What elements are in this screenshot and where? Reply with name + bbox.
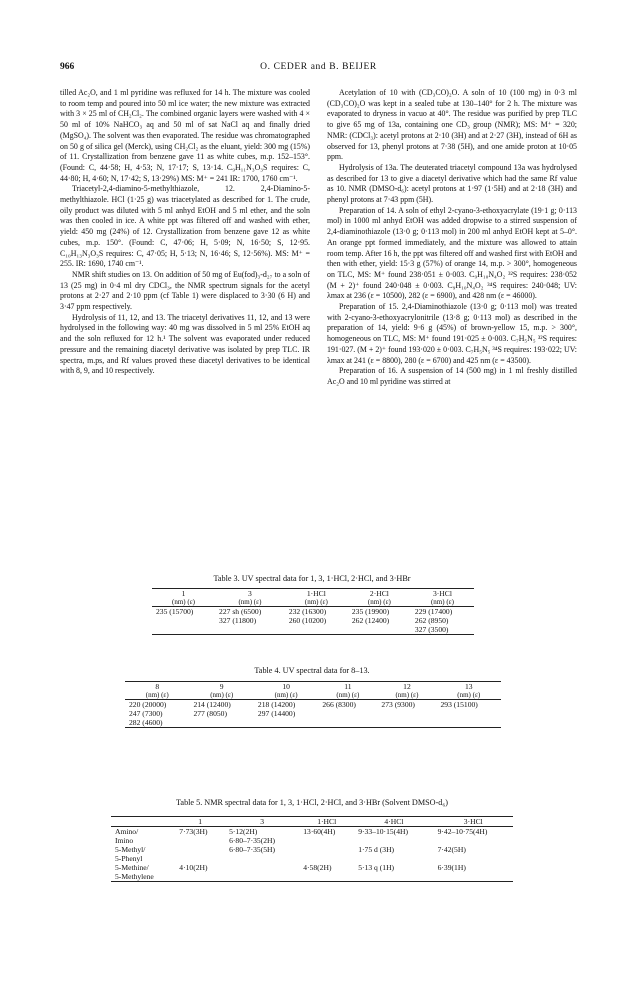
row-label: 5-Methylene	[115, 872, 154, 881]
table-cell: 266 (8300)	[322, 700, 356, 709]
table-cell	[299, 872, 354, 882]
table-cell: 297 (14400)	[257, 709, 296, 718]
paragraph: Acetylation of 10 with (CD₃CO)₂O. A soln of 10 (100 mg) in 0·3 ml (CD₃CO)₂O was kept in a sealed tube at 130–140° for 2 h. The mixture was evaporated to dryness in vacuo at 40°. The residue was purified by prep TLC to give 65 mg of 13a, containing one CD₃ group (NMR); MS: M⁺ = 320; NMR: (CDCl₃): acetyl protons at 2·10 (3H) and at 2·27 (3H), instead of 6H as observed for 13, phenyl protons at 7·38 (5H), and one amide proton at 10·05 ppm.	[327, 88, 577, 162]
table-row	[111, 872, 513, 882]
table-cell: 6·80–7·35(2H)	[229, 836, 276, 845]
table-unit: (nm) (ε)	[145, 691, 169, 699]
table-cell: 4·10(2H)	[179, 863, 208, 872]
table-unit: (nm) (ε)	[210, 691, 234, 699]
table-header: 3	[248, 589, 252, 598]
table-cell	[152, 616, 215, 625]
table-unit: (nm) (ε)	[395, 691, 419, 699]
table-row	[125, 718, 501, 728]
table-cell	[377, 718, 436, 728]
table-row	[125, 700, 501, 710]
table-header: 4·HCl	[384, 817, 404, 826]
table-row	[125, 709, 501, 718]
table-cell	[215, 625, 285, 635]
right-column	[327, 88, 577, 388]
table-cell: 7·73(3H)	[179, 827, 208, 836]
table-header	[111, 817, 175, 827]
table-header: 12	[403, 682, 411, 691]
running-header	[60, 62, 577, 78]
table-cell: 327 (11800)	[219, 616, 257, 625]
page-number: 966	[60, 62, 75, 72]
table-cell: 247 (7300)	[129, 709, 163, 718]
table-cell	[285, 625, 348, 635]
table-header: 13	[464, 682, 473, 691]
table-row	[152, 616, 474, 625]
row-label: 5-Phenyl	[115, 854, 143, 863]
table-unit: (nm) (ε)	[172, 598, 195, 606]
row-label: Amino/	[115, 827, 139, 836]
table-cell	[318, 709, 377, 718]
table-cell: 235 (15700)	[156, 607, 194, 616]
table-cell	[348, 625, 411, 635]
table-cell: 262 (12400)	[351, 616, 390, 625]
table-cell	[225, 872, 299, 882]
table-cell	[299, 836, 354, 845]
left-column	[60, 88, 310, 377]
table-unit: (nm) (ε)	[238, 598, 262, 606]
table-cell: 7·42(5H)	[437, 845, 466, 854]
table-cell: 5·12(2H)	[229, 827, 258, 836]
table-header: 1	[198, 817, 203, 826]
paragraph: tilled Ac₂O, and 1 ml pyridine was refluxed for 14 h. The mixture was cooled to room temp and poured into 50 ml ice water; the new mixture was extracted with 3 × 25 ml of CH₂Cl₂. The combined organic layers were washed with 4 × 50 ml of 10% NaHCO₃ aq and 50 ml of sat NaCl aq and finally dried (MgSO₄). The solvent was then evaporated. The residue was chromatographed on 50 g of silica gel (Merck), using CH₂Cl₂ as the eluant, yield: 300 mg (15%) of 11. Crystallization from benzene gave 11 as white cubes, m.p. 152–153°. (Found: C, 44·58; H, 4·53; N, 17·17; S, 13·14. C₉H₁₁N₃O₃S requires: C, 44·80; H, 4·60; N, 17·42; S, 13·29%) MS: M⁺ = 241 IR: 1700, 1760 cm⁻¹.	[60, 88, 310, 183]
table-cell	[175, 836, 225, 845]
table-header: 1·HCl	[306, 589, 326, 598]
table-unit: (nm) (ε)	[304, 598, 328, 606]
table-cell: 232 (16300)	[288, 607, 327, 616]
table-cell: 214 (12400)	[193, 700, 231, 709]
table4-caption: Table 4. UV spectral data for 8–13.	[254, 666, 370, 675]
paragraph: Hydrolysis of 11, 12, and 13. The triacetyl derivatives 11, 12, and 13 were hydrolysed in the following way: 40 mg was dissolved in 5 ml 25% EtOH aq and the soln refluxed for 12 h.¹ The solvent was evaporated under reduced pressure and the remaining diacetyl derivative was isolated by prep TLC. IR spectra, m.ps, and Rf values proved these diacetyl derivatives to be identical with 8, 9, and 10 respectively.	[60, 312, 310, 376]
table-row	[111, 863, 513, 872]
table-cell	[225, 854, 299, 863]
paragraph: Preparation of 15. 2,4-Diaminothiazole (13·0 g; 0·113 mol) was treated with 2-cyano-3-ethoxyacrylonitrile (13·8 g; 0·113 mol) as described in the preparation of 14, yield: 9·6 g (45%) of brown-yellow 15, m.p. > 300°, homogeneous on TLC, MS: M⁺ found 191·025 ± 0·003. C₇H₅N₅ ³²S requires: 191·027. (M + 2)⁺ found 193·020 ± 0·003. C₇H₅N₅ ³⁴S requires: 193·022; UV: λmax at 241 (ε = 8800), 280 (ε = 6700) and 425 nm (ε = 43500).	[327, 302, 577, 365]
table-cell: 273 (9300)	[381, 700, 415, 709]
table-cell: 262 (8950)	[414, 616, 449, 625]
table-header: 3	[260, 817, 265, 826]
table-cell: 9·42–10·75(4H)	[437, 827, 488, 836]
table-cell	[434, 854, 513, 863]
table-cell	[354, 854, 433, 863]
table-cell: 282 (4600)	[129, 718, 163, 727]
table-cell	[175, 854, 225, 863]
table5	[111, 816, 513, 882]
paragraph: Preparation of 14. A soln of ethyl 2-cyano-3-ethoxyacrylate (19·1 g; 0·113 mol) in 1000 ml anhyd EtOH was added dropwise to a stirred suspension of 2,4-diaminothiazole (13·0 g; 0·113 mol) in 200 ml anhyd EtOH kept at 5–0°. An orange ppt formed immediately, and the mixture was allowed to attain room temp. After 16 h, the ppt was filtered off and washed first with EtOH and then with ether, yield: 15·3 g (57%) of orange 14, m.p. > 300°, homogeneous on TLC, MS: M⁺ found 238·051 ± 0·003. C₉H₁₀N₄O₂ ³²S requires: 238·052 (M + 2)⁺ found 240·048 ± 0·003. C₉H₁₀N₄O₂ ³⁴S requires: 240·048; UV: λmax at 236 (ε = 10500), 282 (ε = 6900), and 428 nm (ε = 46000).	[327, 205, 577, 301]
table-unit: (nm) (ε)	[367, 598, 391, 606]
table-cell: 227 sh (6500)	[219, 607, 262, 616]
table-cell	[434, 836, 513, 845]
table-header: 1	[181, 589, 186, 598]
table4	[125, 681, 501, 728]
table-cell	[175, 872, 225, 882]
table-cell: 260 (10200)	[288, 616, 327, 625]
table-cell: 4·58(2H)	[303, 863, 332, 872]
table-cell: 1·75 d (3H)	[358, 845, 395, 854]
table-row	[152, 607, 474, 617]
table-cell: 13·60(4H)	[303, 827, 336, 836]
table-header: 10	[282, 682, 290, 691]
table-cell: 9·33–10·15(4H)	[358, 827, 409, 836]
table-cell: 277 (8050)	[193, 709, 227, 718]
row-label: 5-Methine/	[115, 863, 149, 872]
table-cell	[152, 625, 215, 635]
table-header: 2·HCl	[369, 589, 389, 598]
table-cell	[318, 718, 377, 728]
table-unit: (nm) (ε)	[457, 691, 481, 699]
table3	[152, 588, 474, 635]
table-row	[152, 625, 474, 635]
row-label: 5-Methyl/	[115, 845, 146, 854]
table-cell	[189, 718, 253, 728]
table-cell	[436, 718, 501, 728]
table-cell	[254, 718, 318, 728]
table-header: 9	[219, 682, 224, 691]
table-header: 1·HCl	[317, 817, 337, 826]
table-cell	[434, 872, 513, 882]
running-authors: O. CEDER and B. BEIJER	[260, 62, 377, 72]
table-cell: 229 (17400)	[414, 607, 453, 616]
table-cell: 293 (15100)	[440, 700, 478, 709]
table-unit: (nm) (ε)	[430, 598, 454, 606]
table-cell: 5·13 q (1H)	[358, 863, 395, 872]
table-cell	[225, 863, 299, 872]
table-cell	[299, 845, 354, 854]
table-unit: (nm) (ε)	[336, 691, 360, 699]
table-cell	[354, 872, 433, 882]
table3-caption: Table 3. UV spectral data for 1, 3, 1·HCl, 2·HCl, and 3·HBr	[213, 574, 411, 583]
table-header: 11	[344, 682, 352, 691]
table-unit: (nm) (ε)	[274, 691, 298, 699]
table-row	[111, 827, 513, 837]
table-cell: 218 (14200)	[257, 700, 296, 709]
table-cell: 235 (19900)	[351, 607, 390, 616]
table-row	[111, 854, 513, 863]
paragraph: Triacetyl-2,4-diamino-5-methylthiazole, 12. 2,4-Diamino-5-methylthiazole. HCl (1·25 g) was triacetylated as described for 1. The crude, oily product was diluted with 5 ml anhyd EtOH and 5 ml ether, and the soln was then cooled in ice. A white ppt was filtered off and washed with ether, yield: 450 mg (24%) of 12. Crystallization from benzene gave 12 as white cubes, m.p. 150°. (Found: C, 47·06; H, 5·09; N, 16·50; S, 12·95. C₁₀H₁₃N₃O₃S requires: C, 47·05; H, 5·13; N, 16·46; S, 12·56%). MS: M⁺ = 255. IR: 1690, 1740 cm⁻¹.	[60, 184, 310, 269]
table-cell	[299, 854, 354, 863]
table-cell: 6·39(1H)	[437, 863, 466, 872]
paragraph: NMR shift studies on 13. On addition of 50 mg of Eu(fod)₃-d₂₇ to a soln of 13 (25 mg) in 0·4 ml dry CDCl₃, the NMR spectrum signals for the acetyl protons at 2·27 and 2·10 ppm (cf Table 1) were displaced to 3·30 (6 H) and 3·47 ppm respectively.	[60, 269, 310, 312]
table-cell	[436, 709, 501, 718]
table-cell: 6·80–7·35(5H)	[229, 845, 276, 854]
paragraph: Preparation of 16. A suspension of 14 (500 mg) in 1 ml freshly distilled Ac₂O and 10 ml pyridine was stirred at	[327, 366, 577, 386]
table-cell: 327 (3500)	[414, 625, 449, 634]
table-cell	[377, 709, 436, 718]
table-header: 8	[155, 682, 160, 691]
paragraph: Hydrolysis of 13a. The deuterated triacetyl compound 13a was hydrolysed as described for 13 to give a diacetyl derivative which had the same Rf value as 10. NMR (DMSO-d₆): acetyl protons at 1·97 (1·5H) and at 2·18 (3H) and phenyl protons at 7·43 ppm (5H).	[327, 162, 577, 205]
table-row	[111, 836, 513, 845]
table5-caption: Table 5. NMR spectral data for 1, 3, 1·HCl, 2·HCl, and 3·HBr (Solvent DMSO-d₆)	[176, 798, 448, 807]
table-cell	[175, 845, 225, 854]
row-label: Imino	[115, 836, 134, 845]
table-row	[111, 845, 513, 854]
table-header: 3·HCl	[432, 589, 452, 598]
table-cell: 220 (20000)	[129, 700, 167, 709]
table-cell	[354, 836, 433, 845]
table-header: 3·HCl	[463, 817, 483, 826]
